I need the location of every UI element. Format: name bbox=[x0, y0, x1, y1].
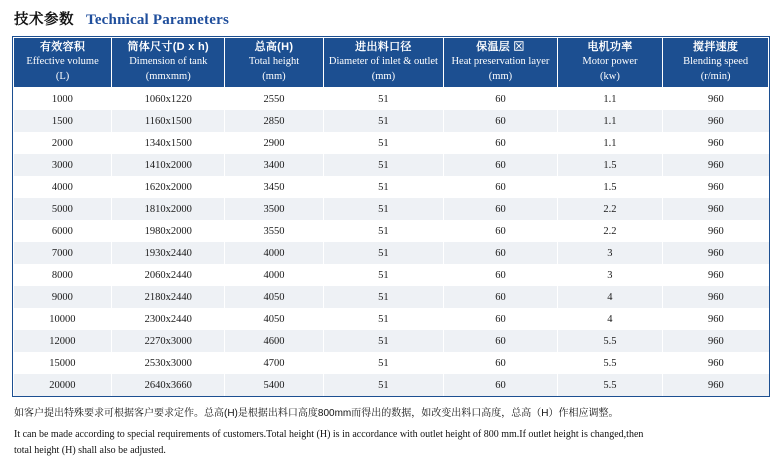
column-header-unit: (r/min) bbox=[665, 70, 766, 83]
column-header-cn: 搅拌速度 bbox=[665, 41, 766, 55]
cell-diameter: 51 bbox=[323, 352, 444, 374]
cell-total-height: 4000 bbox=[225, 264, 323, 286]
cell-dimension: 1980x2000 bbox=[112, 220, 225, 242]
cell-effective-volume: 1500 bbox=[14, 110, 112, 132]
cell-total-height: 4050 bbox=[225, 286, 323, 308]
column-header-en: Effective volume bbox=[16, 55, 109, 68]
cell-effective-volume: 1000 bbox=[14, 88, 112, 111]
table-body bbox=[14, 88, 769, 397]
cell-blending-speed: 960 bbox=[663, 308, 769, 330]
table-row bbox=[14, 286, 769, 308]
table-row bbox=[14, 110, 769, 132]
cell-motor-power: 2.2 bbox=[557, 198, 663, 220]
table-row bbox=[14, 88, 769, 111]
cell-effective-volume: 8000 bbox=[14, 264, 112, 286]
cell-total-height: 3550 bbox=[225, 220, 323, 242]
cell-dimension: 2270x3000 bbox=[112, 330, 225, 352]
cell-effective-volume: 9000 bbox=[14, 286, 112, 308]
column-header-total-height bbox=[225, 38, 323, 88]
cell-motor-power: 5.5 bbox=[557, 352, 663, 374]
cell-diameter: 51 bbox=[323, 286, 444, 308]
cell-motor-power: 1.1 bbox=[557, 110, 663, 132]
column-header-en: Motor power bbox=[560, 55, 661, 68]
cell-motor-power: 3 bbox=[557, 242, 663, 264]
column-header-en: Dimension of tank bbox=[114, 55, 222, 68]
cell-blending-speed: 960 bbox=[663, 286, 769, 308]
column-header-en: Heat preservation layer bbox=[446, 55, 554, 68]
table-row bbox=[14, 264, 769, 286]
column-header-unit: (mmxmm) bbox=[114, 70, 222, 83]
column-header-cn: 筒体尺寸(D x h) bbox=[114, 41, 222, 55]
table-notes bbox=[12, 406, 770, 458]
cell-motor-power: 5.5 bbox=[557, 374, 663, 396]
cell-dimension: 1340x1500 bbox=[112, 132, 225, 154]
cell-heat-layer: 60 bbox=[444, 220, 557, 242]
cell-heat-layer: 60 bbox=[444, 242, 557, 264]
cell-effective-volume: 6000 bbox=[14, 220, 112, 242]
cell-dimension: 1620x2000 bbox=[112, 176, 225, 198]
column-header-unit: (mm) bbox=[446, 70, 554, 83]
column-header-en: Blending speed bbox=[665, 55, 766, 68]
cell-total-height: 2550 bbox=[225, 88, 323, 111]
page-title bbox=[12, 8, 768, 29]
column-header-effective-volume bbox=[14, 38, 112, 88]
cell-diameter: 51 bbox=[323, 220, 444, 242]
cell-heat-layer: 60 bbox=[444, 374, 557, 396]
cell-dimension: 1810x2000 bbox=[112, 198, 225, 220]
cell-motor-power: 1.5 bbox=[557, 154, 663, 176]
cell-heat-layer: 60 bbox=[444, 198, 557, 220]
column-header-cn: 总高(H) bbox=[227, 41, 320, 55]
cell-total-height: 5400 bbox=[225, 374, 323, 396]
cell-blending-speed: 960 bbox=[663, 374, 769, 396]
cell-blending-speed: 960 bbox=[663, 330, 769, 352]
cell-total-height: 2900 bbox=[225, 132, 323, 154]
cell-motor-power: 1.1 bbox=[557, 132, 663, 154]
column-header-unit: (mm) bbox=[227, 70, 320, 83]
column-header-unit: (kw) bbox=[560, 70, 661, 83]
table-row bbox=[14, 220, 769, 242]
table-row bbox=[14, 176, 769, 198]
column-header-heat-preservation-layer bbox=[444, 38, 557, 88]
column-header-cn: 电机功率 bbox=[560, 41, 661, 55]
cell-total-height: 3500 bbox=[225, 198, 323, 220]
table-row bbox=[14, 198, 769, 220]
cell-blending-speed: 960 bbox=[663, 88, 769, 111]
table-row bbox=[14, 132, 769, 154]
cell-effective-volume: 4000 bbox=[14, 176, 112, 198]
table-header-row bbox=[14, 38, 769, 88]
table-row bbox=[14, 330, 769, 352]
cell-heat-layer: 60 bbox=[444, 132, 557, 154]
column-header-cn: 进出料口径 bbox=[326, 41, 442, 55]
cell-diameter: 51 bbox=[323, 132, 444, 154]
cell-dimension: 2060x2440 bbox=[112, 264, 225, 286]
cell-motor-power: 5.5 bbox=[557, 330, 663, 352]
cell-motor-power: 3 bbox=[557, 264, 663, 286]
cell-total-height: 3400 bbox=[225, 154, 323, 176]
cell-diameter: 51 bbox=[323, 242, 444, 264]
spec-table bbox=[13, 37, 769, 396]
cell-heat-layer: 60 bbox=[444, 330, 557, 352]
cell-dimension: 1930x2440 bbox=[112, 242, 225, 264]
cell-effective-volume: 20000 bbox=[14, 374, 112, 396]
cell-blending-speed: 960 bbox=[663, 154, 769, 176]
cell-diameter: 51 bbox=[323, 264, 444, 286]
table-row bbox=[14, 308, 769, 330]
cell-dimension: 1410x2000 bbox=[112, 154, 225, 176]
cell-motor-power: 4 bbox=[557, 286, 663, 308]
cell-total-height: 4600 bbox=[225, 330, 323, 352]
cell-blending-speed: 960 bbox=[663, 264, 769, 286]
cell-heat-layer: 60 bbox=[444, 352, 557, 374]
cell-dimension: 2640x3660 bbox=[112, 374, 225, 396]
note-chinese: 如客户提出特殊要求可根据客户要求定作。总高(H)是根据出料口高度800mm而得出的数据，如改变出料口高度，总高（H）作相应调整。 bbox=[14, 406, 770, 421]
cell-diameter: 51 bbox=[323, 374, 444, 396]
cell-motor-power: 2.2 bbox=[557, 220, 663, 242]
cell-diameter: 51 bbox=[323, 198, 444, 220]
cell-blending-speed: 960 bbox=[663, 352, 769, 374]
cell-blending-speed: 960 bbox=[663, 132, 769, 154]
cell-heat-layer: 60 bbox=[444, 176, 557, 198]
column-header-blending-speed bbox=[663, 38, 769, 88]
table-row bbox=[14, 374, 769, 396]
cell-dimension: 1060x1220 bbox=[112, 88, 225, 111]
cell-heat-layer: 60 bbox=[444, 308, 557, 330]
cell-heat-layer: 60 bbox=[444, 286, 557, 308]
cell-blending-speed: 960 bbox=[663, 220, 769, 242]
table-row bbox=[14, 242, 769, 264]
cell-effective-volume: 12000 bbox=[14, 330, 112, 352]
column-header-en: Diameter of inlet & outlet bbox=[326, 55, 442, 68]
cell-effective-volume: 2000 bbox=[14, 132, 112, 154]
page-title-cn: 技术参数 bbox=[14, 8, 74, 29]
note-english bbox=[14, 427, 770, 458]
cell-diameter: 51 bbox=[323, 330, 444, 352]
cell-effective-volume: 15000 bbox=[14, 352, 112, 374]
cell-heat-layer: 60 bbox=[444, 88, 557, 111]
cell-diameter: 51 bbox=[323, 154, 444, 176]
cell-total-height: 3450 bbox=[225, 176, 323, 198]
cell-diameter: 51 bbox=[323, 176, 444, 198]
column-header-unit: (L) bbox=[16, 70, 109, 83]
column-header-motor-power bbox=[557, 38, 663, 88]
cell-blending-speed: 960 bbox=[663, 176, 769, 198]
note-english-line-1: It can be made according to special requirements of customers.Total height (H) is in accordance with outlet height of 800 mm.If outlet height is changed,then bbox=[14, 427, 770, 443]
cell-effective-volume: 7000 bbox=[14, 242, 112, 264]
column-header-cn: 有效容积 bbox=[16, 41, 109, 55]
cell-effective-volume: 5000 bbox=[14, 198, 112, 220]
column-header-unit: (mm) bbox=[326, 70, 442, 83]
cell-diameter: 51 bbox=[323, 110, 444, 132]
table-row bbox=[14, 352, 769, 374]
cell-heat-layer: 60 bbox=[444, 154, 557, 176]
cell-blending-speed: 960 bbox=[663, 242, 769, 264]
cell-total-height: 2850 bbox=[225, 110, 323, 132]
cell-effective-volume: 3000 bbox=[14, 154, 112, 176]
table-header bbox=[14, 38, 769, 88]
table-row bbox=[14, 154, 769, 176]
cell-motor-power: 4 bbox=[557, 308, 663, 330]
cell-blending-speed: 960 bbox=[663, 198, 769, 220]
cell-diameter: 51 bbox=[323, 88, 444, 111]
cell-total-height: 4700 bbox=[225, 352, 323, 374]
cell-total-height: 4050 bbox=[225, 308, 323, 330]
spec-table-wrapper bbox=[12, 36, 770, 397]
cell-dimension: 2530x3000 bbox=[112, 352, 225, 374]
cell-heat-layer: 60 bbox=[444, 264, 557, 286]
cell-diameter: 51 bbox=[323, 308, 444, 330]
cell-total-height: 4000 bbox=[225, 242, 323, 264]
cell-dimension: 2300x2440 bbox=[112, 308, 225, 330]
column-header-en: Total height bbox=[227, 55, 320, 68]
column-header-diameter-inlet-outlet bbox=[323, 38, 444, 88]
cell-motor-power: 1.1 bbox=[557, 88, 663, 111]
cell-dimension: 2180x2440 bbox=[112, 286, 225, 308]
cell-blending-speed: 960 bbox=[663, 110, 769, 132]
note-english-line-2: total height (H) shall also be adjusted. bbox=[14, 443, 770, 458]
column-header-dimension-of-tank bbox=[112, 38, 225, 88]
page-title-en: Technical Parameters bbox=[86, 12, 229, 29]
cell-effective-volume: 10000 bbox=[14, 308, 112, 330]
cell-motor-power: 1.5 bbox=[557, 176, 663, 198]
column-header-cn: 保温层 ⊠ bbox=[446, 41, 554, 55]
cell-dimension: 1160x1500 bbox=[112, 110, 225, 132]
cell-heat-layer: 60 bbox=[444, 110, 557, 132]
